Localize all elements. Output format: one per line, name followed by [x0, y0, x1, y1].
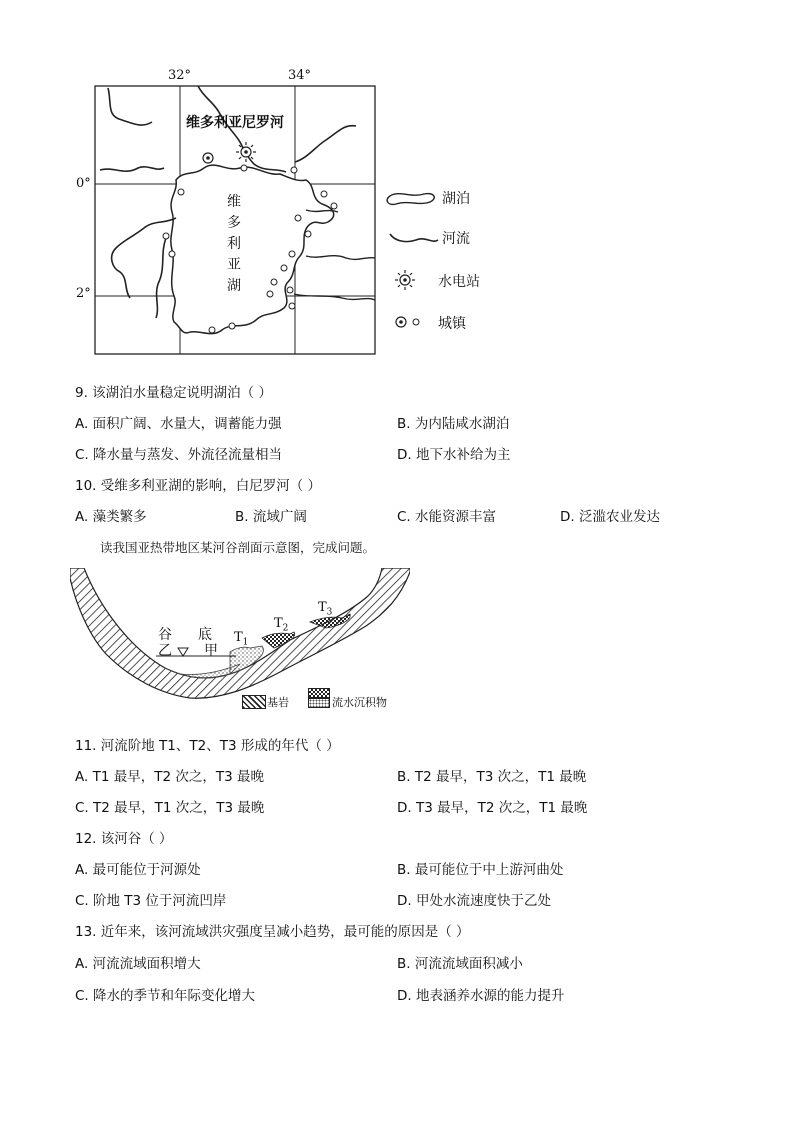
- question-10-stem: 10. 受维多利亚湖的影响，白尼罗河（ ）: [75, 478, 322, 494]
- river-valley-profile: [70, 568, 410, 716]
- river-east-2: [306, 256, 375, 260]
- q10-option-b[interactable]: B. 流域广阔: [235, 509, 307, 525]
- river-label: 维多利亚尼罗河: [186, 115, 284, 131]
- legend-river-label: 河流: [442, 231, 470, 247]
- town-icon: [396, 317, 419, 327]
- valley-label-yi: 乙: [158, 643, 172, 659]
- legend-town-label: 城镇: [438, 316, 466, 332]
- q9-option-c[interactable]: C. 降水量与蒸发、外流径流量相当: [75, 447, 283, 463]
- lon-label-32: 32°: [168, 68, 192, 83]
- terrace-label-t1: $T_1$: [234, 630, 249, 648]
- question-12-stem: 12. 该河谷（ ）: [75, 831, 173, 847]
- section-intro: 读我国亚热带地区某河谷剖面示意图，完成问题。: [100, 540, 376, 555]
- lon-label-34: 34°: [288, 68, 312, 83]
- lake-label: 维 多 利 亚 湖: [227, 194, 241, 294]
- river-top-right: [295, 126, 356, 162]
- legend-hydropower-label: 水电站: [438, 274, 480, 290]
- q9-option-b[interactable]: B. 为内陆咸水湖泊: [397, 416, 510, 432]
- river-west-2: [156, 238, 166, 318]
- terrace-label-t2: $T_2$: [274, 616, 289, 634]
- q11-option-b[interactable]: B. T2 最早，T3 次之，T1 最晚: [397, 769, 587, 785]
- question-13-stem: 13. 近年来，该河流域洪灾强度呈减小趋势，最可能的原因是（ ）: [75, 924, 470, 940]
- hydropower-station-legend-icon: [395, 270, 415, 290]
- sediment-pattern-icon: [308, 688, 330, 698]
- lat-label-0: 0°: [76, 176, 91, 191]
- q13-option-b[interactable]: B. 河流流域面积减小: [397, 956, 523, 972]
- river-west: [112, 218, 176, 298]
- q12-option-b[interactable]: B. 最可能位于中上游河曲处: [397, 862, 564, 878]
- question-9-stem: 9. 该湖泊水量稳定说明湖泊（ ）: [75, 385, 272, 401]
- q11-option-a[interactable]: A. T1 最早，T2 次之，T3 最晚: [75, 769, 264, 785]
- hydropower-station-icon: [236, 142, 256, 162]
- river-left: [100, 167, 164, 171]
- lat-label-2: 2°: [76, 286, 91, 301]
- question-11-stem: 11. 河流阶地 T1、T2、T3 形成的年代（ ）: [75, 738, 340, 754]
- lake-outline: [171, 165, 334, 333]
- water-level-icon: [178, 648, 188, 656]
- q11-option-d[interactable]: D. T3 最早，T2 次之，T1 最晚: [397, 800, 588, 816]
- sediment-dots-icon: [308, 698, 330, 708]
- legend-lake-label: 湖泊: [442, 191, 470, 207]
- q13-option-a[interactable]: A. 河流流域面积增大: [75, 956, 201, 972]
- legend-bedrock-label: 基岩: [267, 696, 289, 709]
- q10-option-a[interactable]: A. 藻类繁多: [75, 509, 147, 525]
- q10-option-c[interactable]: C. 水能资源丰富: [397, 509, 497, 525]
- river-southeast: [294, 294, 375, 300]
- q11-option-c[interactable]: C. T2 最早，T1 次之，T3 最晚: [75, 800, 265, 816]
- q12-option-d[interactable]: D. 甲处水流速度快于乙处: [397, 893, 551, 909]
- q12-option-c[interactable]: C. 阶地 T3 位于河流凹岸: [75, 893, 227, 909]
- river-top-left: [108, 88, 152, 125]
- valley-label-gu: 谷: [158, 627, 172, 643]
- bedrock-pattern-icon: [242, 695, 266, 709]
- town-main-icon: [203, 153, 213, 163]
- q10-option-d[interactable]: D. 泛滥农业发达: [560, 509, 660, 525]
- legend-sediment-label: 流水沉积物: [332, 696, 387, 709]
- q13-option-d[interactable]: D. 地表涵养水源的能力提升: [397, 988, 565, 1004]
- lake-victoria-map: [76, 68, 514, 360]
- lake-icon: [387, 194, 434, 205]
- q13-option-c[interactable]: C. 降水的季节和年际变化增大: [75, 988, 256, 1004]
- q9-option-a[interactable]: A. 面积广阔、水量大，调蓄能力强: [75, 416, 282, 432]
- q9-option-d[interactable]: D. 地下水补给为主: [397, 447, 511, 463]
- q12-option-a[interactable]: A. 最可能位于河源处: [75, 862, 201, 878]
- valley-label-di: 底: [198, 627, 212, 643]
- valley-label-jia: 甲: [204, 643, 218, 659]
- river-icon: [390, 234, 438, 242]
- terrace-label-t3: $T_3$: [318, 600, 333, 618]
